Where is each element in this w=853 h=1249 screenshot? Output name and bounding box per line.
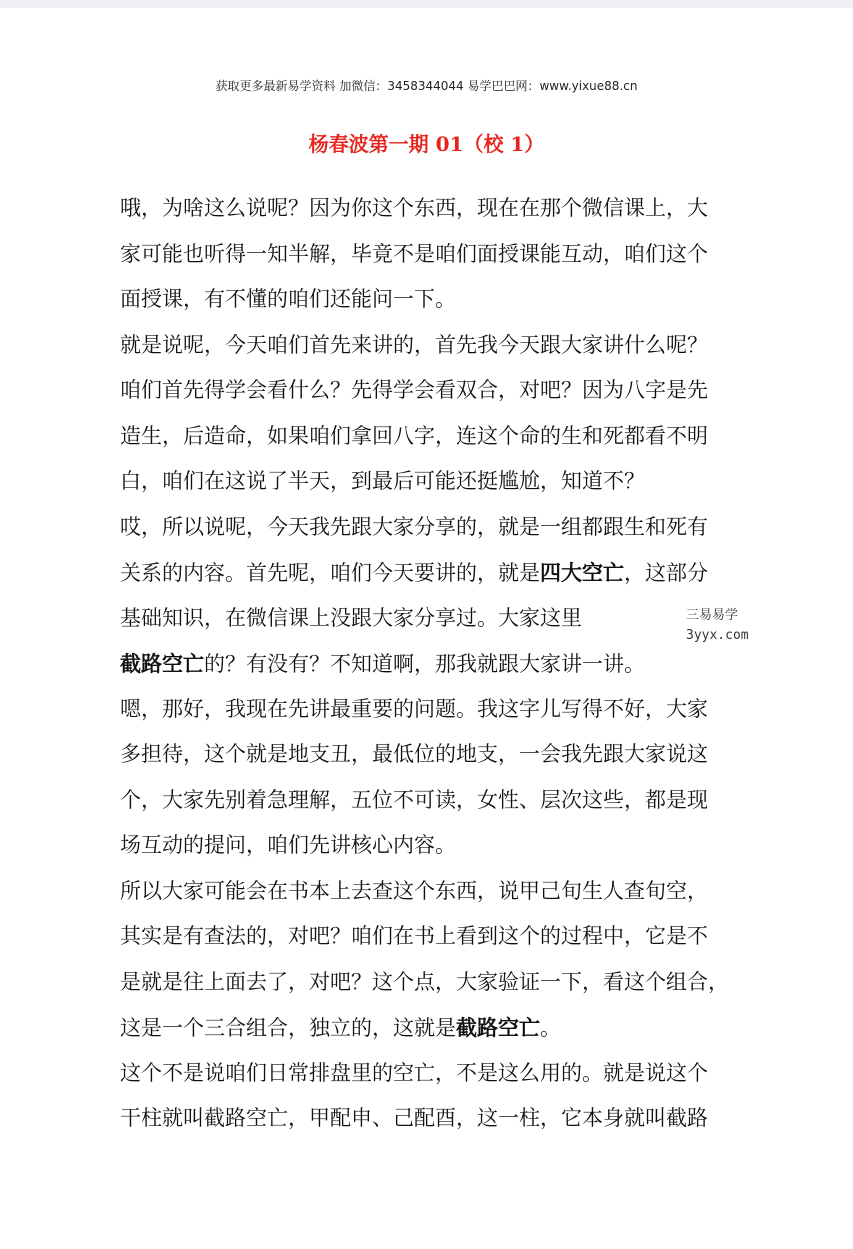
text-run: 哎，所以说呢，今天我先跟大家分享的，就是一组都跟生和死有 (120, 514, 708, 539)
text-run: 的？有没有？不知道啊，那我就跟大家讲一讲。 (204, 652, 645, 676)
text-line (120, 323, 740, 369)
text-line (120, 1005, 740, 1051)
text-run: 这是一个三合组合，独立的，这就是 (120, 1016, 456, 1040)
text-run: 哦，为啥这么说呢？因为你这个东西，现在在那个微信课上，大 (120, 196, 708, 220)
text-line (120, 505, 740, 551)
text-run: 是就是往上面去了，对吧？这个点，大家验证一下，看这个组合， (120, 969, 729, 994)
text-run: 场互动的提问，咱们先讲核心内容。 (120, 833, 456, 857)
text-line (120, 823, 740, 869)
text-run: 嗯，那好，我现在先讲最重要的问题。我这字儿写得不好，大家 (120, 696, 708, 721)
text-run: 关系的内容。首先呢，咱们今天要讲的，就是 (120, 561, 540, 585)
watermark-line-1: 三易易学 (686, 608, 739, 623)
text-run: 家可能也听得一知半解，毕竟不是咱们面授课能互动，咱们这个 (120, 241, 708, 266)
document-body (120, 186, 740, 1142)
text-line (120, 1051, 740, 1097)
text-line (120, 232, 740, 278)
text-run: ，这部分 (624, 561, 708, 585)
text-line (120, 368, 740, 414)
text-line (120, 869, 740, 915)
text-line (120, 277, 740, 323)
text-line (120, 641, 740, 687)
text-line (120, 1096, 740, 1142)
text-line (120, 687, 740, 733)
text-line (120, 914, 740, 960)
text-line (120, 778, 740, 824)
text-run: 基础知识，在微信课上没跟大家分享过。大家这里 (120, 605, 582, 630)
paragraph (120, 323, 740, 505)
text-line (120, 414, 740, 460)
text-line (120, 732, 740, 778)
paragraph (120, 1051, 740, 1142)
text-run: 白，咱们在这说了半天，到最后可能还挺尴尬，知道不？ (120, 469, 645, 493)
text-run: 干柱就叫截路空亡，甲配申、己配酉，这一柱，它本身就叫截路 (120, 1106, 708, 1130)
document-title: 杨春波第一期 01（校 1） (308, 132, 545, 156)
text-run: 咱们首先得学会看什么？先得学会看双合，对吧？因为八字是先 (120, 378, 708, 402)
watermark-logo (686, 606, 776, 646)
paragraph (120, 505, 740, 687)
text-line (120, 596, 740, 642)
text-run: 造生，后造命，如果咱们拿回八字，连这个命的生和死都看不明 (120, 423, 708, 448)
text-run: 。 (540, 1016, 561, 1040)
text-line (120, 960, 740, 1006)
text-run: 所以大家可能会在书本上去查这个东西，说甲己旬生人查旬空， (120, 878, 708, 903)
text-line (120, 459, 740, 505)
text-line (120, 550, 740, 596)
watermark-line-2: 3yyx.com (686, 628, 749, 643)
bold-term: 截路空亡 (456, 1015, 540, 1040)
text-line (120, 186, 740, 232)
paragraph (120, 869, 740, 1051)
text-run: 面授课，有不懂的咱们还能问一下。 (120, 287, 456, 311)
text-run: 其实是有查法的，对吧？咱们在书上看到这个的过程中，它是不 (120, 924, 708, 948)
text-run: 多担待，这个就是地支丑，最低位的地支，一会我先跟大家说这 (120, 742, 708, 766)
paragraph (120, 186, 740, 323)
bold-term: 截路空亡 (120, 651, 204, 676)
header-promo-text: 获取更多最新易学资料 加微信：3458344044 易学巴巴网：www.yixue88.cn (215, 79, 638, 93)
text-run: 这个不是说咱们日常排盘里的空亡，不是这么用的。就是说这个 (120, 1060, 708, 1085)
text-run: 就是说呢，今天咱们首先来讲的，首先我今天跟大家讲什么呢？ (120, 332, 708, 357)
paragraph (120, 687, 740, 869)
top-strip (0, 0, 853, 8)
bold-term: 四大空亡 (540, 560, 624, 585)
text-run: 个，大家先别着急理解，五位不可读，女性、层次这些，都是现 (120, 787, 708, 812)
